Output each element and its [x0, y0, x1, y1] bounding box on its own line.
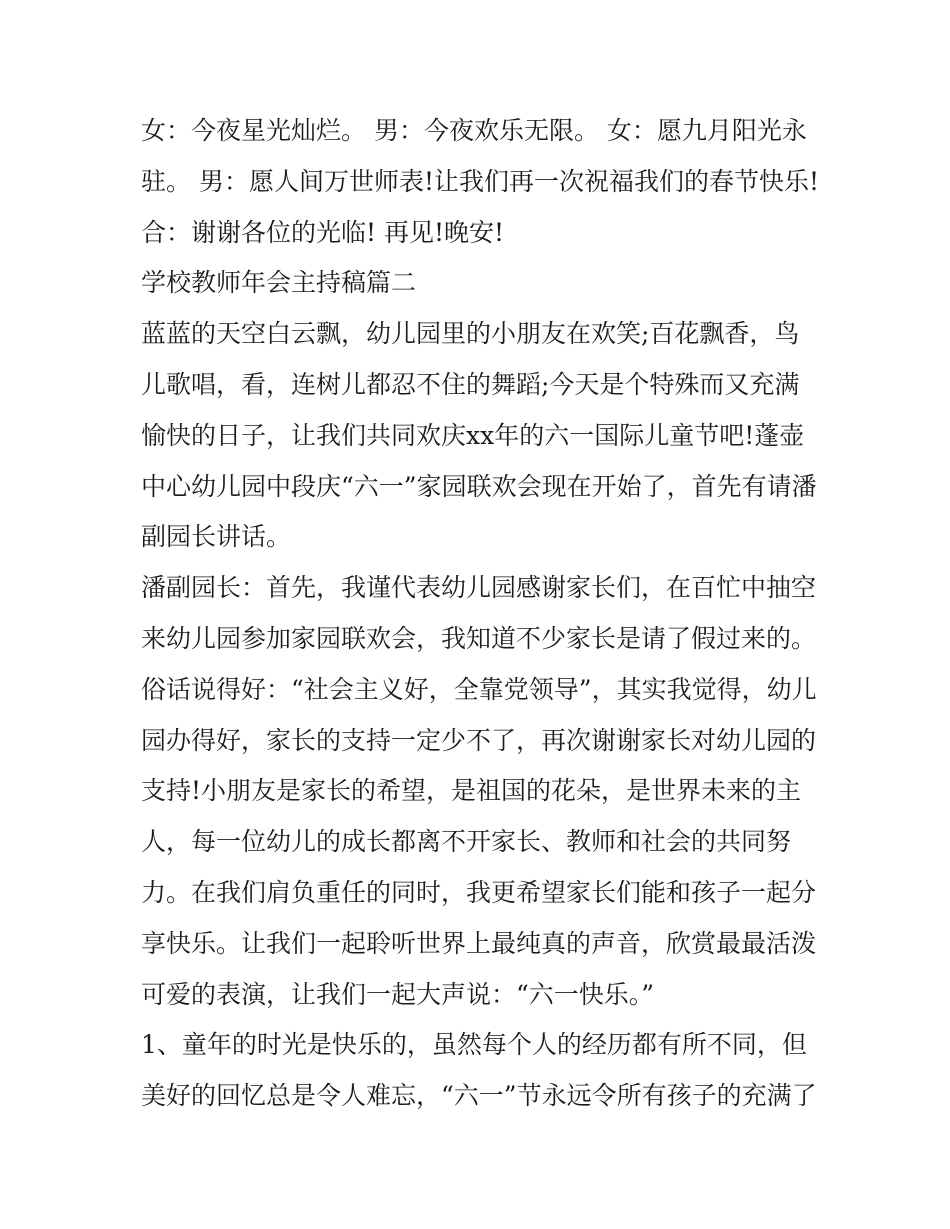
paragraph-farewell: 合：谢谢各位的光临! 再见!晚安!	[141, 217, 505, 247]
paragraph-numbered-1: 1、童年的时光是快乐的，虽然每个人的经历都有所不同，但美好的回忆总是令人难忘，“六一”节永远令所有孩子的充满了	[141, 1030, 817, 1111]
paragraph-vice-principal-speech: 潘副园长：首先，我谨代表幼儿园感谢家长们，在百忙中抽空来幼儿园参加家园联欢会，我知道不少家长是请了假过来的。俗话说得好：“社会主义好，全靠党领导”，其实我觉得，幼儿园办得好，家长的支持一定少不了，再次谢谢家长对幼儿园的支持!小朋友是家长的希望，是祖国的花朵，是世界未来的主人，每一位幼儿的成长都离不开家长、教师和社会的共同努力。在我们肩负重任的同时，我更希望家长们能和孩子一起分享快乐。让我们一起聆听世界上最纯真的声音，欣赏最最活泼可爱的表演，让我们一起大声说：“六一快乐。”	[141, 573, 817, 1009]
section-heading: 学校教师年会主持稿篇二	[141, 268, 417, 298]
paragraph-closing-dialogue: 女：今夜星光灿烂。 男：今夜欢乐无限。 女：愿九月阳光永驻。 男：愿人间万世师表!让我们再一次祝福我们的春节快乐!	[141, 116, 820, 196]
paragraph-opening: 蓝蓝的天空白云飘，幼儿园里的小朋友在欢笑;百花飘香，鸟儿歌唱，看，连树儿都忍不住的舞蹈;今天是个特殊而又充满愉快的日子，让我们共同欢庆xx年的六一国际儿童节吧!蓬壶中心幼儿园中段庆“六一”家园联欢会现在开始了，首先有请潘副园长讲话。	[141, 319, 817, 552]
document-body	[141, 106, 821, 1122]
